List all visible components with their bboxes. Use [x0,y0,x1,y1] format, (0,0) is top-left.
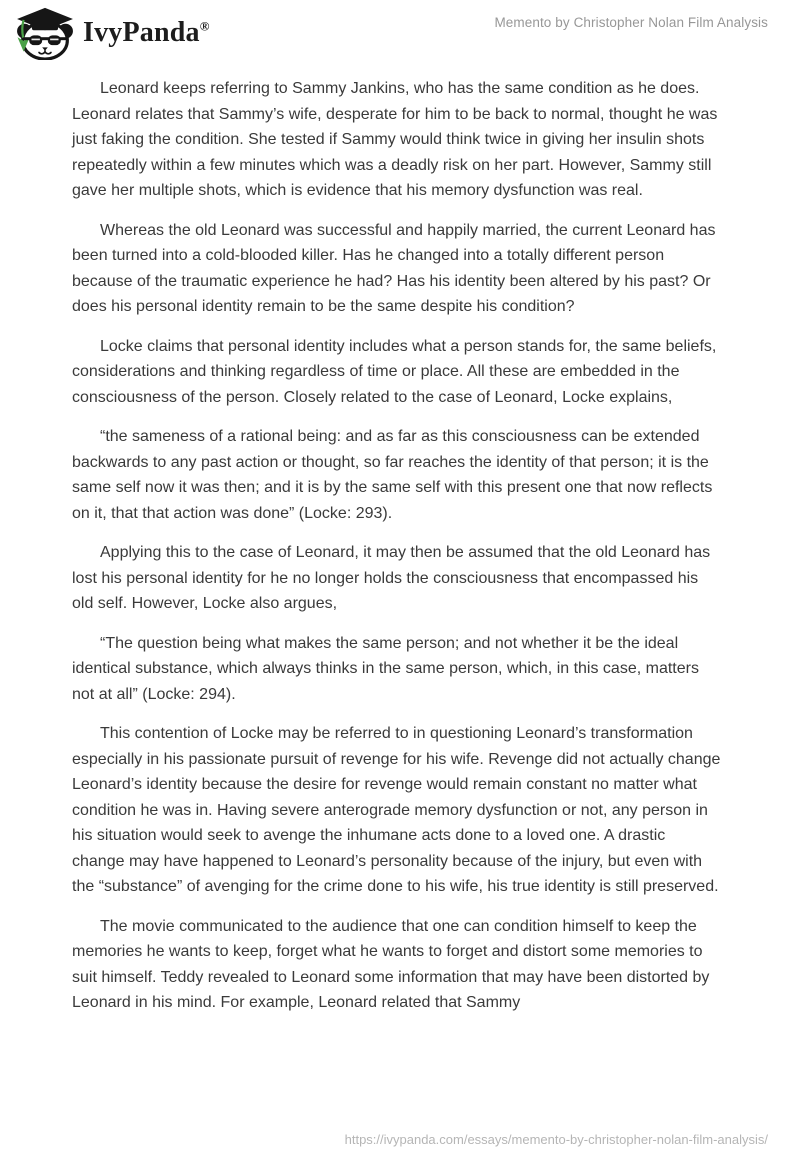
essay-paragraph: Locke claims that personal identity includes what a person stands for, the same beliefs, considerations and thinking regardless of time or place. All these are embedded in the consciousness of the person. Closely related to the case of Leonard, Locke explains, [72,337,717,406]
panda-graduation-cap-icon [14,6,76,60]
registered-trademark-symbol: ® [199,18,210,34]
essay-paragraph: “The question being what makes the same person; and not whether it be the ideal identical substance, which always thinks in the same person, which, in this case, matters not at all” (Locke: 294). [72,634,699,703]
brand-name: IvyPanda® [83,17,210,48]
essay-paragraph: Leonard keeps referring to Sammy Jankins, who has the same condition as he does. Leonard relates that Sammy’s wife, desperate for him to be back to normal, thought he was just faking the condition. She tested if Sammy would think twice in giving her insulin shots repeatedly within a few minutes which was a deadly risk on her part. However, Sammy still gave her multiple shots, which is evidence that his memory dysfunction was real. [72,80,718,199]
page-header [14,6,768,64]
essay-paragraph: The movie communicated to the audience that one can condition himself to keep the memories he wants to keep, forget what he wants to forget and distort some memories to suit himself. Teddy revealed to Leonard some information that may have been distorted by Leonard in his mind. For example, Leonard related that Sammy [72,917,710,1011]
document-title: Memento by Christopher Nolan Film Analysis [494,15,768,30]
source-url-link[interactable]: https://ivypanda.com/essays/memento-by-christopher-nolan-film-analysis/ [344,1132,768,1147]
ivypanda-brand[interactable] [14,6,210,60]
essay-paragraph: Applying this to the case of Leonard, it may then be assumed that the old Leonard has lost his personal identity for he no longer holds the consciousness that encompassed his old self. However, Locke also argues, [72,544,711,612]
essay-paragraph: Whereas the old Leonard was successful and happily married, the current Leonard has been turned into a cold-blooded killer. Has he changed into a totally different person because of the traumatic experience he had? Has his identity been altered by his past? Or does his personal identity remain to be the same despite his condition? [72,221,716,315]
essay-paragraph: “the sameness of a rational being: and as far as this consciousness can be extended backwards to any past action or thought, so far reaches the identity of that person; it is the same self now it was then; and it is by the same self with this present one that now reflects on it, that that action was done” (Locke: 293). [72,428,713,522]
paragraph-list [72,76,722,1016]
essay-body [72,76,722,1030]
essay-paragraph: This contention of Locke may be referred to in questioning Leonard’s transformation especially in his passionate pursuit of revenge for his wife. Revenge did not actually change Leonard’s identity because the desire for revenge would remain constant no matter what condition he was in. Having severe anterograde memory dysfunction or not, any person in his situation would seek to avenge the inhumane acts done to a loved one. A drastic change may have happened to Leonard’s personality because of the injury, but even with the “substance” of avenging for the crime done to his wife, his true identity is still preserved. [72,725,721,895]
